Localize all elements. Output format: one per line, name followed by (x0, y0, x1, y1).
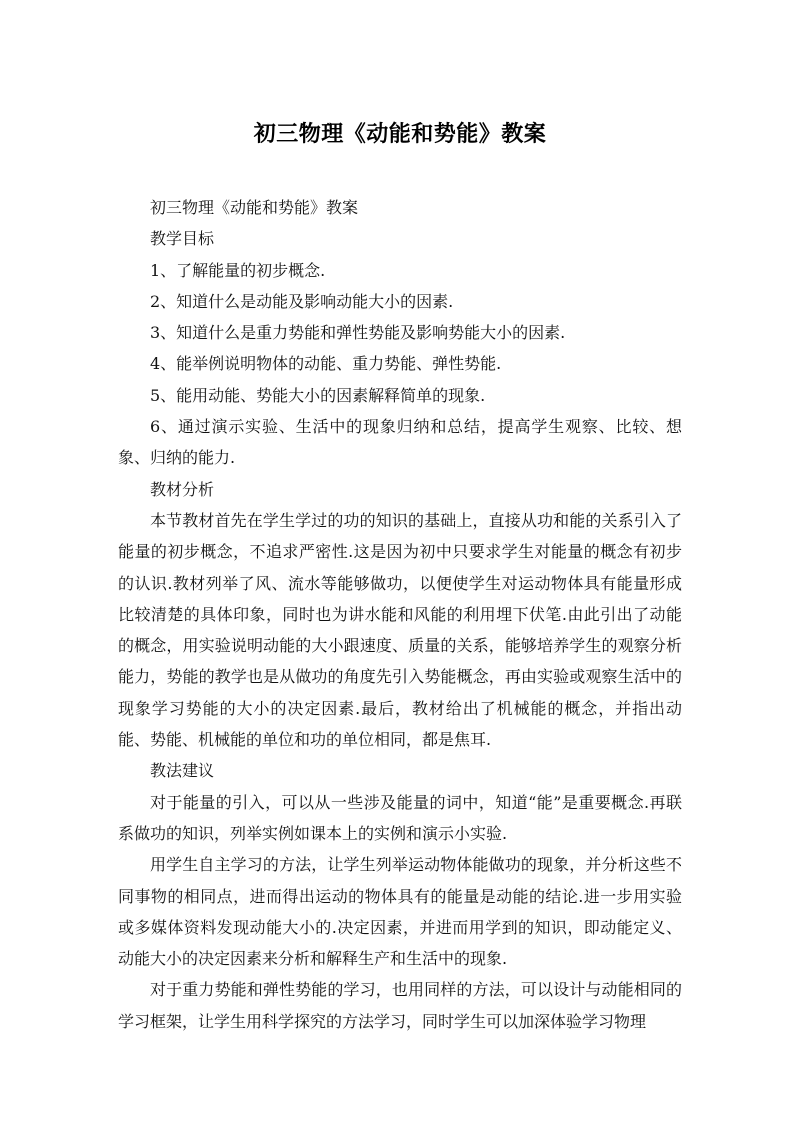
document-title: 初三物理《动能和势能》教案 (253, 122, 547, 147)
paragraph-objective-5: 5、能用动能、势能大小的因素解释简单的现象. (150, 385, 486, 405)
paragraph-objective-6: 6、通过演示实验、生活中的现象归纳和总结，提高学生观察、比较、想象、归纳的能力. (118, 417, 682, 468)
paragraph-analysis: 本节教材首先在学生学过的功的知识的基础上，直接从功和能的关系引入了能量的初步概念，不追求严密性.这是因为初中只要求学生对能量的概念有初步的认识.教材列举了风、流水等能够做功，以便使学生对运动物体具有能量形成比较清楚的具体印象，同时也为讲水能和风能的利用埋下伏笔.由此引出了动能的概念，用实验说明动能的大小跟速度、质量的关系，能够培养学生的观察分析能力，势能的教学也是从做功的角度先引入势能概念，再由实验或观察生活中的现象学习势能的大小的决定因素.最后，教材给出了机械能的概念，并指出动能、势能、机械能的单位和功的单位相同，都是焦耳. (118, 510, 682, 750)
paragraph-suggestion-3: 对于重力势能和弹性势能的学习，也用同样的方法，可以设计与动能相同的学习框架，让学生用科学探究的方法学习，同时学生可以加深体验学习物理 (118, 980, 682, 1031)
paragraph-objective-4: 4、能举例说明物体的动能、重力势能、弹性势能. (150, 354, 502, 374)
paragraph-suggestion-1: 对于能量的引入，可以从一些涉及能量的词中，知道“能”是重要概念.再联系做功的知识，列举实例如课本上的实例和演示小实验. (118, 792, 682, 843)
paragraph-heading-objectives: 教学目标 (150, 229, 215, 249)
paragraph-heading-analysis: 教材分析 (150, 479, 215, 499)
paragraph-subtitle: 初三物理《动能和势能》教案 (150, 198, 359, 217)
paragraph-heading-suggestions: 教法建议 (150, 761, 215, 781)
document-body (118, 192, 682, 1037)
paragraph-objective-1: 1、了解能量的初步概念. (150, 260, 326, 280)
paragraph-objective-3: 3、知道什么是重力势能和弹性势能及影响势能大小的因素. (150, 323, 566, 343)
paragraph-suggestion-2: 用学生自主学习的方法，让学生列举运动物体能做功的现象，并分析这些不同事物的相同点，进而得出运动的物体具有的能量是动能的结论.进一步用实验或多媒体资料发现动能大小的.决定因素，并进而用学到的知识，即动能定义、动能大小的决定因素来分析和解释生产和生活中的现象. (118, 855, 682, 969)
paragraph-objective-2: 2、知道什么是动能及影响动能大小的因素. (150, 291, 454, 311)
